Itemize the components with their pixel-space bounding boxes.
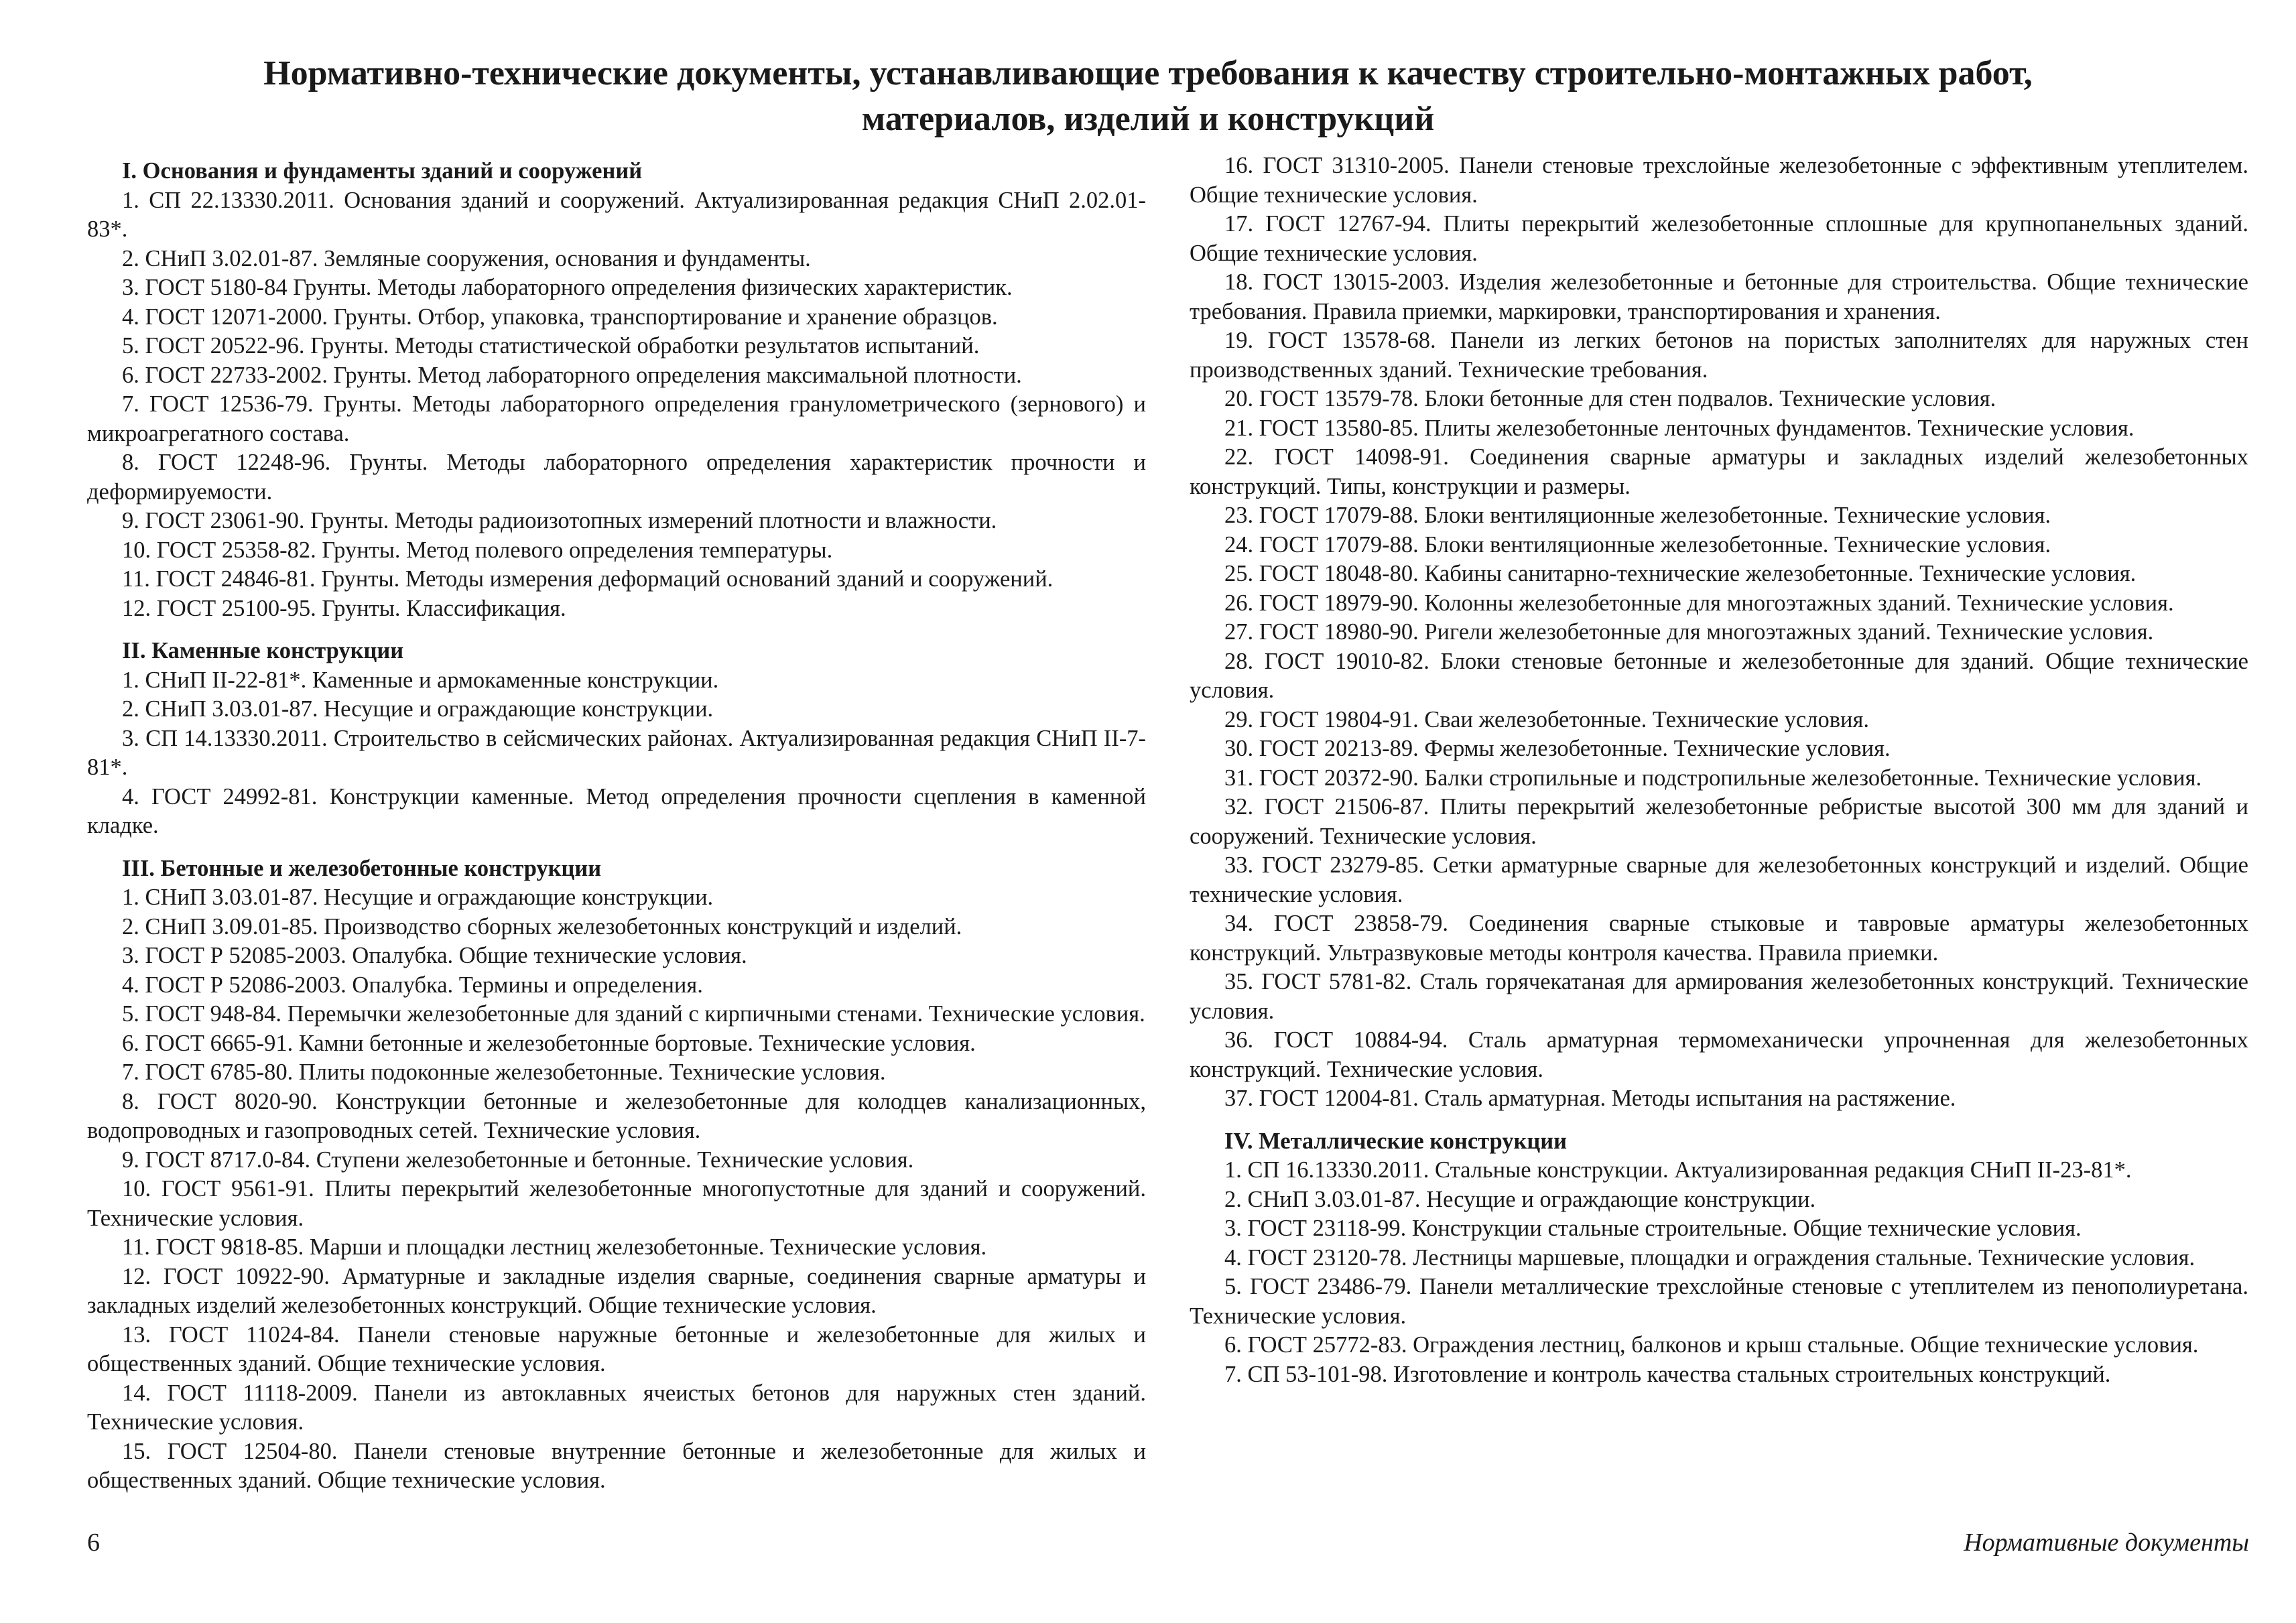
document-entry: 8. ГОСТ 8020-90. Конструкции бетонные и железобетонные для колодцев канализационных, водопроводных и газопроводных сетей. Технические условия. <box>87 1088 1146 1143</box>
document-entry: 30. ГОСТ 20213-89. Фермы железобетонные. Технические условия. <box>1224 736 1891 761</box>
section-heading: IV. Металлические конструкции <box>1224 1128 1567 1154</box>
document-entry: 24. ГОСТ 17079-88. Блоки вентиляционные железобетонные. Технические условия. <box>1224 531 2051 558</box>
document-entry: 2. СНиП 3.09.01-85. Производство сборных железобетонных конструкций и изделий. <box>122 913 962 939</box>
document-entry: 4. ГОСТ 12071-2000. Грунты. Отбор, упаковка, транспортирование и хранение образцов. <box>122 304 998 330</box>
document-entry: 15. ГОСТ 12504-80. Панели стеновые внутренние бетонные и железобетонные для жилых и общественных зданий. Общие технические условия. <box>87 1438 1146 1493</box>
document-entry: 36. ГОСТ 10884-94. Сталь арматурная термомеханически упрочненная для железобетонных конструкций. Технические условия. <box>1190 1027 2248 1082</box>
document-entry: 2. СНиП 3.02.01-87. Земляные сооружения, основания и фундаменты. <box>122 245 811 271</box>
document-entry: 3. ГОСТ 5180-84 Грунты. Методы лабораторного определения физических характеристик. <box>122 275 1013 300</box>
document-entry: 5. ГОСТ 948-84. Перемычки железобетонные для зданий с кирпичными стенами. Технические условия. <box>122 1001 1145 1027</box>
document-entry: 22. ГОСТ 14098-91. Соединения сварные арматуры и закладных изделий железобетонных конструкций. Типы, конструкции и размеры. <box>1190 444 2248 499</box>
document-entry: 27. ГОСТ 18980-90. Ригели железобетонные для многоэтажных зданий. Технические условия. <box>1224 619 2154 645</box>
section-heading: I. Основания и фундаменты зданий и сооружений <box>122 158 643 184</box>
document-entry: 5. ГОСТ 23486-79. Панели металлические трехслойные стеновые с утеплителем из пенополиуретана. Технические условия. <box>1190 1274 2248 1329</box>
document-entry: 14. ГОСТ 11118-2009. Панели из автоклавных ячеистых бетонов для наружных стен зданий. Технические условия. <box>87 1380 1146 1435</box>
title-line-2: материалов, изделий и конструкций <box>861 100 1435 138</box>
document-entry: 13. ГОСТ 11024-84. Панели стеновые наружные бетонные и железобетонные для жилых и общественных зданий. Общие технические условия. <box>87 1321 1146 1376</box>
document-entry: 8. ГОСТ 12248-96. Грунты. Методы лабораторного определения характеристик прочности и деформируемости. <box>87 450 1146 505</box>
document-section <box>1190 1127 2248 1390</box>
document-entry: 9. ГОСТ 8717.0-84. Ступени железобетонные и бетонные. Технические условия. <box>122 1147 914 1173</box>
document-entry: 20. ГОСТ 13579-78. Блоки бетонные для стен подвалов. Технические условия. <box>1224 386 1996 411</box>
document-entry: 4. ГОСТ 24992-81. Конструкции каменные. Метод определения прочности сцепления в каменной кладке. <box>87 783 1146 838</box>
document-entry: 6. ГОСТ 22733-2002. Грунты. Метод лабораторного определения максимальной плотности. <box>122 362 1022 388</box>
document-entry: 3. ГОСТ 23118-99. Конструкции стальные строительные. Общие технические условия. <box>1224 1216 2082 1241</box>
document-entry: 1. СНиП II-22-81*. Каменные и армокаменные конструкции. <box>122 667 719 693</box>
document-entry: 12. ГОСТ 25100-95. Грунты. Классификация. <box>122 595 566 621</box>
document-entry: 10. ГОСТ 25358-82. Грунты. Метод полевого определения температуры. <box>122 537 833 563</box>
document-entry: 31. ГОСТ 20372-90. Балки стропильные и подстропильные железобетонные. Технические условия. <box>1224 765 2202 791</box>
document-entry: 2. СНиП 3.03.01-87. Несущие и ограждающие конструкции. <box>1224 1186 1816 1212</box>
document-entry: 4. ГОСТ Р 52086-2003. Опалубка. Термины и определения. <box>122 972 703 998</box>
document-entry: 37. ГОСТ 12004-81. Сталь арматурная. Методы испытания на растяжение. <box>1224 1086 1956 1111</box>
document-entry: 18. ГОСТ 13015-2003. Изделия железобетонные и бетонные для строительства. Общие технические требования. Правила приемки, маркировки, транспортирования и хранения. <box>1190 269 2248 324</box>
document-entry: 5. ГОСТ 20522-96. Грунты. Методы статистической обработки результатов испытаний. <box>122 333 980 359</box>
document-entry: 7. СП 53-101-98. Изготовление и контроль качества стальных строительных конструкций. <box>1224 1361 2111 1387</box>
document-entry: 6. ГОСТ 25772-83. Ограждения лестниц, балконов и крыш стальные. Общие технические условия. <box>1224 1332 2199 1358</box>
document-entry: 10. ГОСТ 9561-91. Плиты перекрытий железобетонные многопустотные для зданий и сооружений. Технические условия. <box>87 1176 1146 1231</box>
document-entry: 12. ГОСТ 10922-90. Арматурные и закладные изделия сварные, соединения сварные арматуры и закладных изделий железобетонных конструкций. Общие технические условия. <box>87 1263 1146 1318</box>
document-entry: 4. ГОСТ 23120-78. Лестницы маршевые, площадки и ограждения стальные. Технические условия. <box>1224 1244 2195 1271</box>
document-section <box>1190 151 2248 1114</box>
document-entry: 11. ГОСТ 24846-81. Грунты. Методы измерения деформаций оснований зданий и сооружений. <box>122 566 1054 592</box>
document-entry: 2. СНиП 3.03.01-87. Несущие и ограждающие конструкции. <box>122 696 714 722</box>
document-entry: 1. СНиП 3.03.01-87. Несущие и ограждающие конструкции. <box>122 885 714 910</box>
document-entry: 1. СП 22.13330.2011. Основания зданий и сооружений. Актуализированная редакция СНиП 2.02.01-83*. <box>87 187 1146 242</box>
document-entry: 17. ГОСТ 12767-94. Плиты перекрытий железобетонные сплошные для крупнопанельных зданий. Общие технические условия. <box>1190 211 2248 266</box>
document-entry: 34. ГОСТ 23858-79. Соединения сварные стыковые и тавровые арматуры железобетонных конструкций. Ультразвуковые методы контроля качества. Правила приемки. <box>1190 911 2248 966</box>
page-number: 6 <box>87 1529 100 1557</box>
document-entry: 33. ГОСТ 23279-85. Сетки арматурные сварные для железобетонных конструкций и изделий. Общие технические условия. <box>1190 852 2248 907</box>
document-entry: 23. ГОСТ 17079-88. Блоки вентиляционные железобетонные. Технические условия. <box>1224 503 2051 528</box>
document-entry: 21. ГОСТ 13580-85. Плиты железобетонные ленточных фундаментов. Технические условия. <box>1224 415 2134 441</box>
document-entry: 1. СП 16.13330.2011. Стальные конструкции. Актуализированная редакция СНиП II-23-81*. <box>1224 1157 2132 1183</box>
page-title <box>0 51 2296 142</box>
section-heading: II. Каменные конструкции <box>122 638 404 663</box>
document-entry: 7. ГОСТ 6785-80. Плиты подоконные железобетонные. Технические условия. <box>122 1059 886 1085</box>
document-entry: 19. ГОСТ 13578-68. Панели из легких бетонов на пористых заполнителях для наружных стен производственных зданий. Технические требования. <box>1190 328 2248 383</box>
document-entry: 3. СП 14.13330.2011. Строительство в сейсмических районах. Актуализированная редакция СНиП II-7-81*. <box>87 725 1146 780</box>
document-entry: 6. ГОСТ 6665-91. Камни бетонные и железобетонные бортовые. Технические условия. <box>122 1030 976 1056</box>
left-column <box>87 157 1146 1496</box>
document-entry: 16. ГОСТ 31310-2005. Панели стеновые трехслойные железобетонные с эффективным утеплителем. Общие технические условия. <box>1190 153 2248 208</box>
document-entry: 9. ГОСТ 23061-90. Грунты. Методы радиоизотопных измерений плотности и влажности. <box>122 508 997 533</box>
running-title: Нормативные документы <box>1964 1529 2249 1557</box>
document-entry: 32. ГОСТ 21506-87. Плиты перекрытий железобетонные ребристые высотой 300 мм для зданий и сооружений. Технические условия. <box>1190 794 2248 849</box>
document-section <box>87 637 1146 841</box>
document-entry: 11. ГОСТ 9818-85. Марши и площадки лестниц железобетонные. Технические условия. <box>122 1234 987 1260</box>
document-entry: 26. ГОСТ 18979-90. Колонны железобетонные для многоэтажных зданий. Технические условия. <box>1224 590 2174 616</box>
document-section <box>87 854 1146 1496</box>
document-entry: 7. ГОСТ 12536-79. Грунты. Методы лабораторного определения гранулометрического (зернового) и микроагрегатного состава. <box>87 391 1146 446</box>
right-column <box>1190 151 2248 1389</box>
document-entry: 3. ГОСТ Р 52085-2003. Опалубка. Общие технические условия. <box>122 943 747 968</box>
document-section <box>87 157 1146 623</box>
document-entry: 29. ГОСТ 19804-91. Сваи железобетонные. Технические условия. <box>1224 706 1869 732</box>
document-entry: 35. ГОСТ 5781-82. Сталь горячекатаная для армирования железобетонных конструкций. Технические условия. <box>1190 969 2248 1024</box>
document-entry: 25. ГОСТ 18048-80. Кабины санитарно-технические железобетонные. Технические условия. <box>1224 561 2136 586</box>
section-heading: III. Бетонные и железобетонные конструкции <box>122 855 602 881</box>
title-line-1: Нормативно-технические документы, устанавливающие требования к качеству строительно-монтажных работ, <box>263 54 2033 92</box>
document-entry: 28. ГОСТ 19010-82. Блоки стеновые бетонные и железобетонные для зданий. Общие технические условия. <box>1190 648 2248 703</box>
